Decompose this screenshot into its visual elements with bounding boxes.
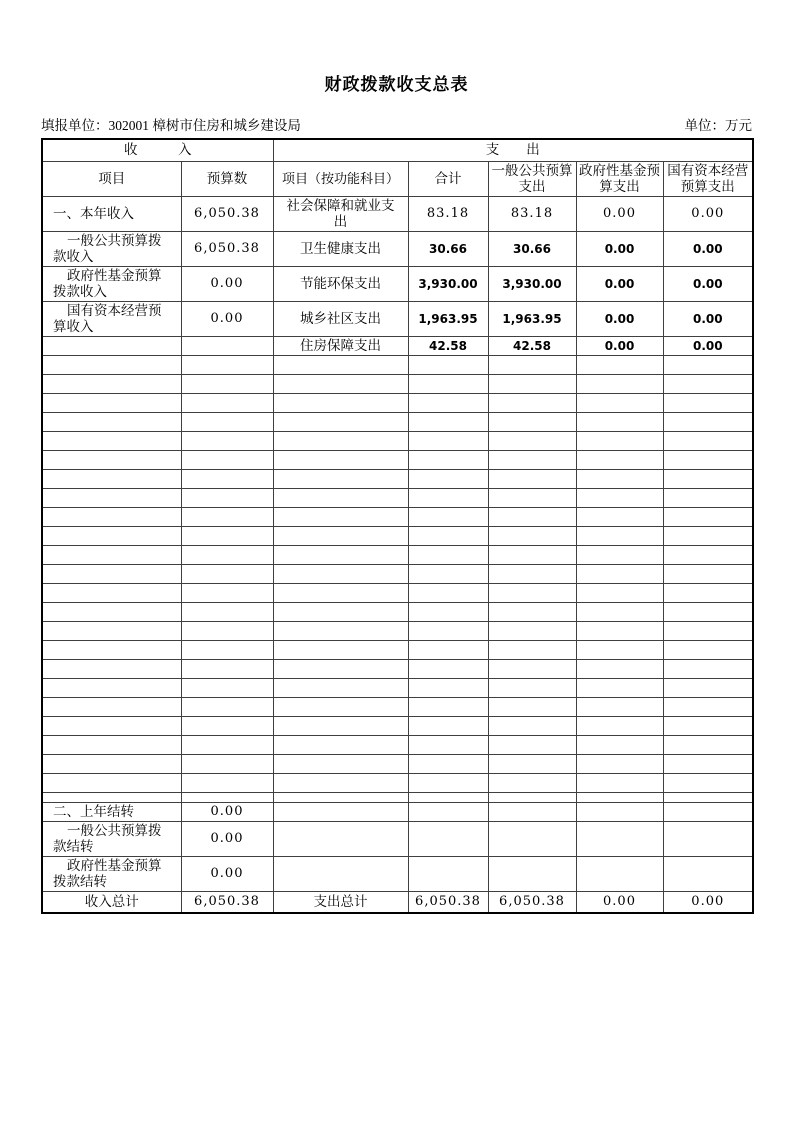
expense-amount-cell: 0.00	[576, 891, 663, 913]
expense-amount-cell: 42.58	[488, 336, 576, 355]
empty-cell	[273, 412, 408, 431]
empty-cell	[273, 678, 408, 697]
empty-cell	[488, 640, 576, 659]
income-item-cell: 一、本年收入	[42, 196, 181, 231]
empty-cell	[273, 450, 408, 469]
empty-cell	[663, 659, 753, 678]
empty-cell	[576, 564, 663, 583]
empty-cell	[181, 716, 273, 735]
income-budget-cell: 6,050.38	[181, 196, 273, 231]
income-budget-cell: 6,050.38	[181, 891, 273, 913]
empty-cell	[408, 469, 488, 488]
expense-amount-cell: 0.00	[663, 336, 753, 355]
empty-cell	[663, 450, 753, 469]
empty-cell	[576, 754, 663, 773]
empty-cell	[663, 526, 753, 545]
expense-amount-cell: 30.66	[408, 231, 488, 266]
expense-amount-cell	[576, 856, 663, 891]
empty-cell	[408, 583, 488, 602]
table-row	[42, 196, 753, 231]
expense-amount-cell	[663, 821, 753, 856]
empty-cell	[576, 450, 663, 469]
empty-cell	[488, 754, 576, 773]
empty-cell	[181, 431, 273, 450]
income-budget-cell: 0.00	[181, 856, 273, 891]
empty-cell	[408, 526, 488, 545]
expense-amount-cell	[663, 856, 753, 891]
empty-cell	[181, 545, 273, 564]
empty-cell	[576, 488, 663, 507]
expense-amount-cell	[408, 856, 488, 891]
empty-cell	[576, 355, 663, 374]
expense-amount-cell: 0.00	[663, 266, 753, 301]
empty-cell	[663, 488, 753, 507]
expense-amount-cell: 1,963.95	[408, 301, 488, 336]
expense-amount-cell: 1,963.95	[488, 301, 576, 336]
empty-cell	[42, 583, 181, 602]
empty-cell	[488, 621, 576, 640]
expense-amount-cell	[488, 802, 576, 821]
expense-amount-cell	[408, 821, 488, 856]
income-item-cell	[42, 336, 181, 355]
empty-cell	[181, 412, 273, 431]
empty-cell	[408, 735, 488, 754]
table-row	[42, 891, 753, 913]
empty-cell	[488, 602, 576, 621]
empty-cell	[663, 678, 753, 697]
empty-cell	[408, 678, 488, 697]
empty-cell	[576, 583, 663, 602]
expense-amount-cell	[663, 802, 753, 821]
empty-table-row	[42, 431, 753, 450]
column-header: 合计	[408, 161, 488, 196]
expense-amount-cell: 0.00	[576, 301, 663, 336]
empty-cell	[488, 716, 576, 735]
empty-table-row	[42, 640, 753, 659]
empty-cell	[42, 374, 181, 393]
empty-cell	[663, 393, 753, 412]
empty-cell	[408, 754, 488, 773]
empty-cell	[273, 716, 408, 735]
empty-cell	[576, 545, 663, 564]
empty-cell	[273, 355, 408, 374]
income-budget-cell: 6,050.38	[181, 231, 273, 266]
empty-cell	[42, 659, 181, 678]
empty-cell	[663, 773, 753, 792]
currency-unit-label: 单位：万元	[684, 118, 752, 133]
empty-cell	[273, 469, 408, 488]
empty-cell	[42, 697, 181, 716]
expense-amount-cell: 42.58	[408, 336, 488, 355]
empty-cell	[273, 393, 408, 412]
empty-cell	[42, 526, 181, 545]
empty-cell	[42, 640, 181, 659]
empty-table-row	[42, 526, 753, 545]
expense-item-cell: 住房保障支出	[273, 336, 408, 355]
empty-cell	[181, 507, 273, 526]
expense-amount-cell: 0.00	[663, 196, 753, 231]
empty-table-row	[42, 792, 753, 802]
empty-cell	[488, 355, 576, 374]
expense-item-cell: 卫生健康支出	[273, 231, 408, 266]
empty-cell	[181, 773, 273, 792]
empty-cell	[576, 678, 663, 697]
income-item-cell: 二、上年结转	[42, 802, 181, 821]
empty-cell	[663, 355, 753, 374]
empty-cell	[576, 792, 663, 802]
income-budget-cell: 0.00	[181, 266, 273, 301]
empty-cell	[42, 754, 181, 773]
table-row	[42, 856, 753, 891]
empty-cell	[181, 374, 273, 393]
empty-cell	[663, 754, 753, 773]
expense-amount-cell: 30.66	[488, 231, 576, 266]
empty-cell	[663, 583, 753, 602]
empty-cell	[42, 792, 181, 802]
empty-cell	[408, 507, 488, 526]
expense-group-header: 支 出	[273, 139, 753, 161]
empty-cell	[576, 469, 663, 488]
empty-cell	[273, 754, 408, 773]
empty-cell	[408, 773, 488, 792]
empty-cell	[181, 526, 273, 545]
empty-cell	[663, 621, 753, 640]
empty-table-row	[42, 678, 753, 697]
empty-cell	[663, 412, 753, 431]
empty-table-row	[42, 412, 753, 431]
empty-cell	[576, 773, 663, 792]
empty-table-row	[42, 735, 753, 754]
expense-item-cell	[273, 821, 408, 856]
empty-cell	[408, 488, 488, 507]
expense-amount-cell: 0.00	[576, 196, 663, 231]
empty-cell	[42, 488, 181, 507]
empty-cell	[576, 431, 663, 450]
empty-cell	[488, 488, 576, 507]
empty-table-row	[42, 583, 753, 602]
empty-cell	[576, 621, 663, 640]
meta-row	[41, 114, 752, 134]
empty-cell	[273, 792, 408, 802]
expense-amount-cell: 6,050.38	[408, 891, 488, 913]
income-budget-cell	[181, 336, 273, 355]
expense-amount-cell	[488, 856, 576, 891]
empty-cell	[181, 621, 273, 640]
empty-cell	[408, 450, 488, 469]
expense-amount-cell: 83.18	[408, 196, 488, 231]
income-item-cell: 一般公共预算拨款收入	[42, 231, 181, 266]
empty-cell	[273, 545, 408, 564]
empty-cell	[488, 431, 576, 450]
empty-cell	[181, 659, 273, 678]
empty-table-row	[42, 374, 753, 393]
income-item-cell: 一般公共预算拨款结转	[42, 821, 181, 856]
empty-cell	[181, 754, 273, 773]
expense-item-cell	[273, 856, 408, 891]
empty-cell	[576, 374, 663, 393]
empty-cell	[181, 697, 273, 716]
expense-amount-cell	[576, 821, 663, 856]
empty-cell	[181, 792, 273, 802]
empty-cell	[181, 488, 273, 507]
column-header: 政府性基金预算支出	[576, 161, 663, 196]
empty-table-row	[42, 355, 753, 374]
income-budget-cell: 0.00	[181, 802, 273, 821]
empty-table-row	[42, 716, 753, 735]
empty-table-row	[42, 773, 753, 792]
expense-amount-cell	[576, 802, 663, 821]
empty-cell	[663, 545, 753, 564]
empty-cell	[42, 469, 181, 488]
empty-cell	[488, 393, 576, 412]
empty-cell	[408, 716, 488, 735]
income-budget-cell: 0.00	[181, 301, 273, 336]
empty-cell	[408, 412, 488, 431]
empty-cell	[42, 355, 181, 374]
table-header	[42, 139, 753, 196]
empty-cell	[488, 773, 576, 792]
empty-cell	[576, 640, 663, 659]
expense-amount-cell: 0.00	[663, 891, 753, 913]
empty-cell	[42, 431, 181, 450]
empty-cell	[663, 697, 753, 716]
expense-item-cell: 支出总计	[273, 891, 408, 913]
expense-amount-cell: 3,930.00	[408, 266, 488, 301]
empty-cell	[42, 773, 181, 792]
empty-cell	[181, 678, 273, 697]
column-header: 预算数	[181, 161, 273, 196]
empty-cell	[663, 735, 753, 754]
empty-cell	[408, 792, 488, 802]
empty-cell	[181, 735, 273, 754]
empty-cell	[408, 564, 488, 583]
empty-cell	[663, 716, 753, 735]
empty-cell	[42, 450, 181, 469]
empty-cell	[42, 735, 181, 754]
table-row	[42, 802, 753, 821]
empty-cell	[488, 735, 576, 754]
empty-cell	[663, 640, 753, 659]
empty-cell	[42, 545, 181, 564]
expense-amount-cell: 0.00	[576, 266, 663, 301]
empty-cell	[488, 678, 576, 697]
empty-cell	[273, 526, 408, 545]
income-item-cell: 政府性基金预算拨款结转	[42, 856, 181, 891]
empty-cell	[576, 412, 663, 431]
expense-amount-cell: 0.00	[576, 231, 663, 266]
empty-cell	[181, 469, 273, 488]
column-header: 国有资本经营预算支出	[663, 161, 753, 196]
expense-amount-cell: 3,930.00	[488, 266, 576, 301]
expense-amount-cell: 0.00	[576, 336, 663, 355]
empty-table-row	[42, 697, 753, 716]
empty-cell	[663, 564, 753, 583]
table-row	[42, 821, 753, 856]
empty-cell	[42, 716, 181, 735]
column-header: 项目	[42, 161, 181, 196]
empty-cell	[42, 412, 181, 431]
empty-cell	[42, 507, 181, 526]
empty-cell	[488, 412, 576, 431]
empty-cell	[488, 659, 576, 678]
empty-cell	[488, 526, 576, 545]
empty-cell	[408, 355, 488, 374]
budget-table	[41, 138, 754, 914]
empty-cell	[181, 640, 273, 659]
empty-table-row	[42, 754, 753, 773]
empty-cell	[408, 659, 488, 678]
empty-cell	[488, 450, 576, 469]
empty-table-row	[42, 621, 753, 640]
empty-table-row	[42, 450, 753, 469]
expense-amount-cell: 6,050.38	[488, 891, 576, 913]
empty-cell	[576, 659, 663, 678]
empty-table-row	[42, 488, 753, 507]
empty-cell	[488, 792, 576, 802]
income-item-cell: 国有资本经营预算收入	[42, 301, 181, 336]
empty-cell	[181, 583, 273, 602]
table-row	[42, 336, 753, 355]
empty-cell	[408, 545, 488, 564]
empty-cell	[408, 393, 488, 412]
empty-cell	[181, 564, 273, 583]
table-row	[42, 266, 753, 301]
empty-table-row	[42, 659, 753, 678]
column-header-row	[42, 161, 753, 196]
column-header: 一般公共预算支出	[488, 161, 576, 196]
empty-table-row	[42, 507, 753, 526]
empty-cell	[273, 773, 408, 792]
empty-cell	[663, 469, 753, 488]
empty-cell	[408, 640, 488, 659]
empty-cell	[42, 393, 181, 412]
empty-cell	[181, 355, 273, 374]
table-body	[42, 196, 753, 913]
empty-cell	[408, 431, 488, 450]
empty-cell	[488, 545, 576, 564]
expense-amount-cell: 83.18	[488, 196, 576, 231]
empty-cell	[273, 431, 408, 450]
income-item-cell: 政府性基金预算拨款收入	[42, 266, 181, 301]
empty-cell	[663, 602, 753, 621]
empty-cell	[488, 697, 576, 716]
empty-cell	[273, 602, 408, 621]
empty-table-row	[42, 469, 753, 488]
empty-cell	[663, 507, 753, 526]
reporting-unit-label: 填报单位：302001 樟树市住房和城乡建设局	[41, 118, 301, 133]
empty-cell	[42, 564, 181, 583]
empty-cell	[576, 602, 663, 621]
empty-cell	[273, 697, 408, 716]
empty-cell	[42, 621, 181, 640]
empty-table-row	[42, 393, 753, 412]
empty-cell	[42, 678, 181, 697]
expense-amount-cell: 0.00	[663, 301, 753, 336]
empty-table-row	[42, 564, 753, 583]
page-title: 财政拨款收支总表	[324, 75, 469, 95]
empty-cell	[488, 583, 576, 602]
empty-cell	[273, 621, 408, 640]
expense-item-cell: 社会保障和就业支出	[273, 196, 408, 231]
income-group-header: 收 入	[42, 139, 273, 161]
expense-amount-cell	[408, 802, 488, 821]
expense-item-cell: 城乡社区支出	[273, 301, 408, 336]
empty-cell	[273, 488, 408, 507]
expense-item-cell	[273, 802, 408, 821]
empty-cell	[273, 564, 408, 583]
empty-cell	[488, 564, 576, 583]
empty-cell	[273, 507, 408, 526]
expense-item-cell: 节能环保支出	[273, 266, 408, 301]
empty-cell	[576, 735, 663, 754]
empty-cell	[663, 374, 753, 393]
empty-cell	[273, 374, 408, 393]
empty-cell	[408, 697, 488, 716]
empty-cell	[273, 640, 408, 659]
empty-cell	[576, 716, 663, 735]
empty-cell	[181, 602, 273, 621]
empty-table-row	[42, 602, 753, 621]
empty-cell	[273, 659, 408, 678]
empty-cell	[576, 697, 663, 716]
empty-cell	[663, 431, 753, 450]
empty-cell	[42, 602, 181, 621]
column-header: 项目（按功能科目）	[273, 161, 408, 196]
empty-cell	[408, 602, 488, 621]
empty-cell	[181, 393, 273, 412]
empty-cell	[576, 507, 663, 526]
expense-amount-cell	[488, 821, 576, 856]
expense-amount-cell: 0.00	[663, 231, 753, 266]
empty-cell	[408, 621, 488, 640]
income-budget-cell: 0.00	[181, 821, 273, 856]
empty-cell	[488, 374, 576, 393]
income-item-cell: 收入总计	[42, 891, 181, 913]
empty-cell	[663, 792, 753, 802]
empty-cell	[576, 526, 663, 545]
empty-cell	[273, 735, 408, 754]
empty-cell	[488, 507, 576, 526]
group-header-row	[42, 139, 753, 161]
empty-cell	[488, 469, 576, 488]
empty-cell	[408, 374, 488, 393]
empty-table-row	[42, 545, 753, 564]
table-row	[42, 301, 753, 336]
empty-cell	[181, 450, 273, 469]
table-row	[42, 231, 753, 266]
empty-cell	[273, 583, 408, 602]
empty-cell	[576, 393, 663, 412]
